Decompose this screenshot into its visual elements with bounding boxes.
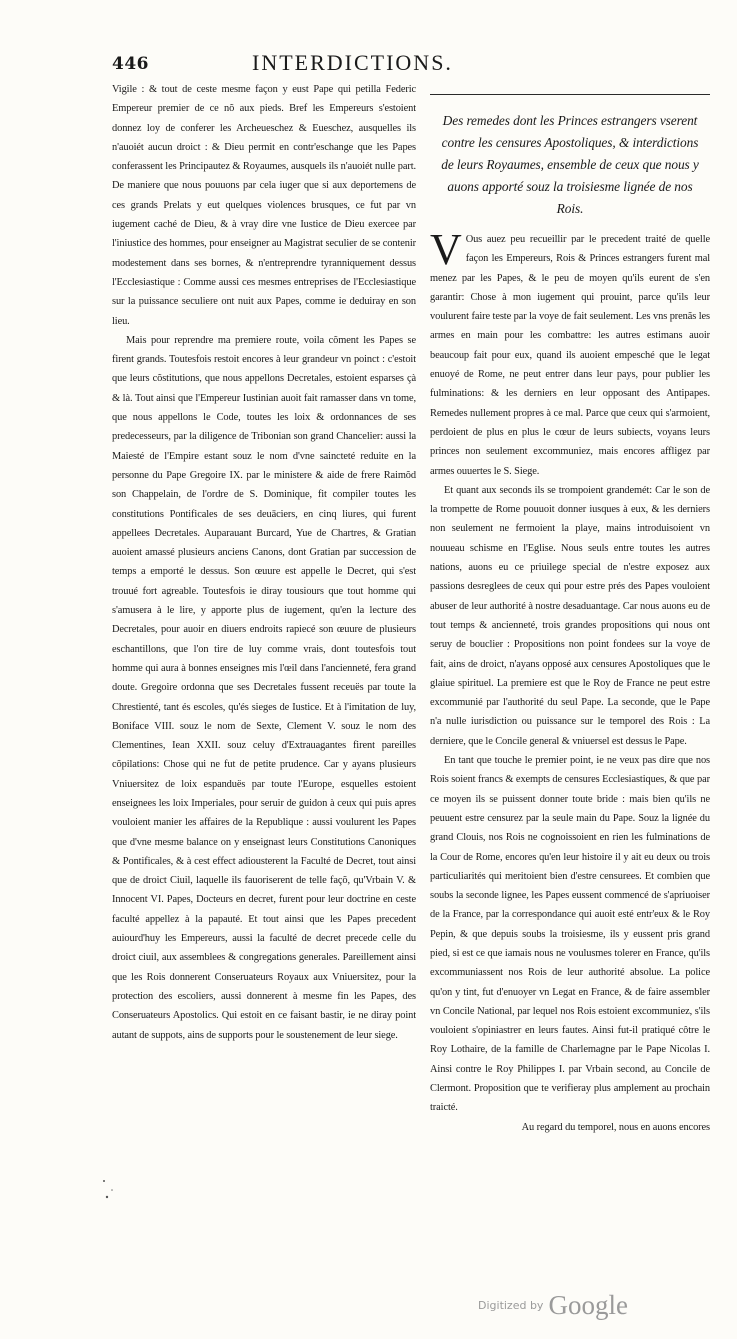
right-paragraph-1-text: Ous auez peu recueillir par le precedent traité de quelle façon les Empereurs, Rois & Princes estrangers furent mal menez par les Papes, & le peu de moyen qu'ils eurent de s'en garantir: Chose à mon iugement qui prouint, parce qu'ils leur voulurent faire teste par la voye de fait seulement. Les vns prenãs les armes en main pour les combattre: les autres estimans auoir beaucoup fait pour eux, quand ils auoient empesché que le legat enuoyé de Rome, ne peut entrer dans leur pays, pour publier les fulminations: & les derniers en leur opposant des Antipapes. Remedes nullement propres à ce mal. Parce que ceux qui s'armoient, perdoient de plus en plus le cœur de leurs subiects, voyans leurs princes non seulement excommuniez, mais encores affligez par armes ouuertes le S. Siege.	[430, 234, 710, 477]
catchline: Au regard du temporel, nous en auons encores	[521, 1121, 710, 1133]
right-column	[430, 90, 710, 1137]
section-rule	[430, 94, 710, 95]
drop-cap: V	[430, 225, 462, 274]
left-paragraph-2: Mais pour reprendre ma premiere route, voila cõment les Papes se firent grands. Toutesfois restoit encores à leur grandeur vn poinct : c'estoit que leurs cõstitutions, que nous appellons Decretales, estoient esparses çà & là. Tout ainsi que l'Empereur Iustinian auoit fait ramasser dans vn tome, que nous appellons le Code, toutes les loix & ordonnances de ses predecesseurs, par la diligence de Tribonian son grand Chancelier: aussi la Maiesté de l'Empire estant souz le nom d'vne saincteté reduite en la personne du Pape Gregoire IX. par le ministere & aide de frere Raimõd son Chappelain, de l'ordre de S. Dominique, fit compiler toutes les constitutions Pontificales de ses deuāciers, en cinq liures, qui furent appellees Decretales. Auparauant Burcard, Yue de Chartres, & Gratian auoient amassé plusieurs anciens Canons, dont Gratian par succession de temps a emporté le dessus. Son œuure est appelle le Decret, qui s'est trouué fort agreable. Toutesfois ie diray tousiours que tout homme qui s'amusera à le lire, y apporte plus de iugement, qu'en la lecture des Decretales, pour auoir en diuers endroits rapiecé son œuure de plusieurs eschantillons, que l'on tire de luy comme vrais, dont toutesfois tout homme qui aura à bonnes enseignes mis l'œil dans l'ancienneté, fera grand doute. Gregoire ordonna que ses Decretales fussent receuës par toute la Chrestienté, tant és escoles, qu'és sieges de Iustice. Et à l'imitation de luy, Boniface VIII. souz le nom de Sexte, Clement V. souz le nom des Clementines, Iean XXII. souz celuy d'Extrauagantes firent pareilles cõpilations: Chose qui ne fut de petite prudence. Car y ayans plusieurs Vniuersitez de loix espanduës par toute l'Europe, esquelles estoient enseignees les loix Imperiales, pour seruir de guidon à ceux qui puis apres vouloient manier les affaires de la Republique : aussi voulurent les Papes que d'vne mesme balance on y enseignast leurs Constitutions Canoniques & Pontificales, & à cest effect adiousterent la Faculté de Decret, tout ainsi que de droict Ciuil, laquelle ils fauoriserent de telle façõ, qu'Vrbain V. & Innocent VI. Papes, Docteurs en decret, furent pour leur doctrine en ceste faculté appellez à la papauté. Et tout ainsi que les Papes precedent auiourd'huy les Empereurs, aussi la faculté de decret precede celle du droict ciuil, aux assemblees & congregations generales. Pareillement ainsi que les Rois donnerent Conseruateurs Royaux aux Vniuersitez, pour la protection des escoliers, aussi donnerent à mesme fin les Papes, des Conseruateurs Apostolics. Qui estoit en ce faisant bastir, ie ne diray point autant de suppots, ains de supports pour le soustenement de leur siege.	[112, 334, 416, 1041]
section-heading: Des remedes dont les Princes estrangers vserent contre les censures Apostoliques, & interdictions de leurs Royaumes, ensemble de ceux que nous y auons apporté souz la troisiesme lignée de nos Rois.	[441, 113, 699, 216]
right-paragraph-1	[430, 225, 710, 481]
right-paragraph-3: En tant que touche le premier point, ie ne veux pas dire que nos Rois soient francs & exempts de censures Ecclesiastiques, & que par ce moyen ils se puissent donner toute bride : mais bien qu'ils ne peuuent estre censurez par la seule main du Pape. Souz la lignée du grand Clouis, nos Rois ne cognoissoient en rien les fulminations de la Cour de Rome, encores qu'en leur histoire il y ait eu deux ou trois particuliarités qui meritoient bien d'estre censurees. Et combien que soubs la seconde lignee, les Papes eussent commencé de s'apriuoiser de la France, par la correspondance qui auoit esté entr'eux & le Roy Pepin, & que depuis soubs la troisiesme, ils y eussent pris grand pied, si est ce que iamais nous ne voulusmes tolerer en France, qu'ils excommuniassent nos Rois de leur authorité absolue. La police qu'on y tint, fut d'enuoyer vn Legat en France, & de faire assembler vn Concile National, par lequel nos Rois estoient excommuniez, s'ils vouloient s'opiniastrer en leurs fautes. Ainsi fut-il pratiqué côtre le Roy Lothaire, de la famille de Charlemagne par le Pape Nicolas I. Ainsi contre le Roy Philippes I. par Vrbain second, au Concile de Clermont. Proposition que te verifieray plus amplement au prochain traicté.	[430, 755, 710, 1114]
ink-specks	[100, 1178, 120, 1202]
page-number: 446	[112, 54, 149, 74]
right-paragraph-2: Et quant aux seconds ils se trompoient grandemét: Car le son de la trompette de Rome pouuoit donner iusques à eux, & les derniers non seulement ne fermoient la playe, mains introduisoient vn nouueau schisme en l'Eglise. Nous seuls entre toutes les autres nations, auons eu ce priuilege special de n'estre exposez aux passions desreglees de ceux qui pour estre prés des Papes vouloient abuser de leur authorité à nostre desaduantage. Car nous auons eu de tout temps & ancienneté, trois grandes propositions qui nous ont seruy de bouclier : Propositions non point fondees sur la voye de fait, ains de droict, n'ayans opposé aux censures Apostoliques que le glaiue spirituel. La premiere est que le Roy de France ne peut estre excommunié par l'authorité du seul Pape. La seconde, que le Pape n'a nulle iurisdiction ou puissance sur le temporel des Rois : La derniere, que le Concile general & vniuersel est dessus le Pape.	[430, 484, 710, 747]
digitized-watermark	[478, 1290, 628, 1321]
left-column	[112, 80, 416, 1045]
google-logo: Google	[548, 1290, 629, 1320]
running-head: INTERDICTIONS.	[252, 50, 453, 75]
left-paragraph-1: Vigile : & tout de ceste mesme façon y eust Pape qui petilla Federic Empereur premier de ce nõ aux pieds. Bref les Empereurs s'estoient donnez loy de conferer les Archeueschez & Eueschez, ausquelles ils n'auoiét aucun droict : & Dieu permit en contr'eschange que les Papes conferassent les Principautez & Royaumes, ausquels ils n'auoiét nulle part. De maniere que nous pouuons par cela iuger que si aux deportemens de ces grands Prelats y eut quelques violences brusques, ce fut par vn iugement caché de Dieu, & à vray dire vne Iustice de Dieu exercee par l'iniustice des hommes, pour enseigner au Magistrat seculier de se contenir modestement dans ses bornes, & n'entreprendre tyranniquement dessus l'Ecclesiastique : Comme aussi ces mesmes entreprises de l'Ecclesiastique sur la puissance seculiere ont nuit aux Papes, comme ie deduiray en son lieu.	[112, 84, 416, 327]
page-header	[112, 50, 542, 80]
ink-marks	[100, 1178, 120, 1205]
digitized-by-label: Digitized by	[478, 1299, 544, 1312]
